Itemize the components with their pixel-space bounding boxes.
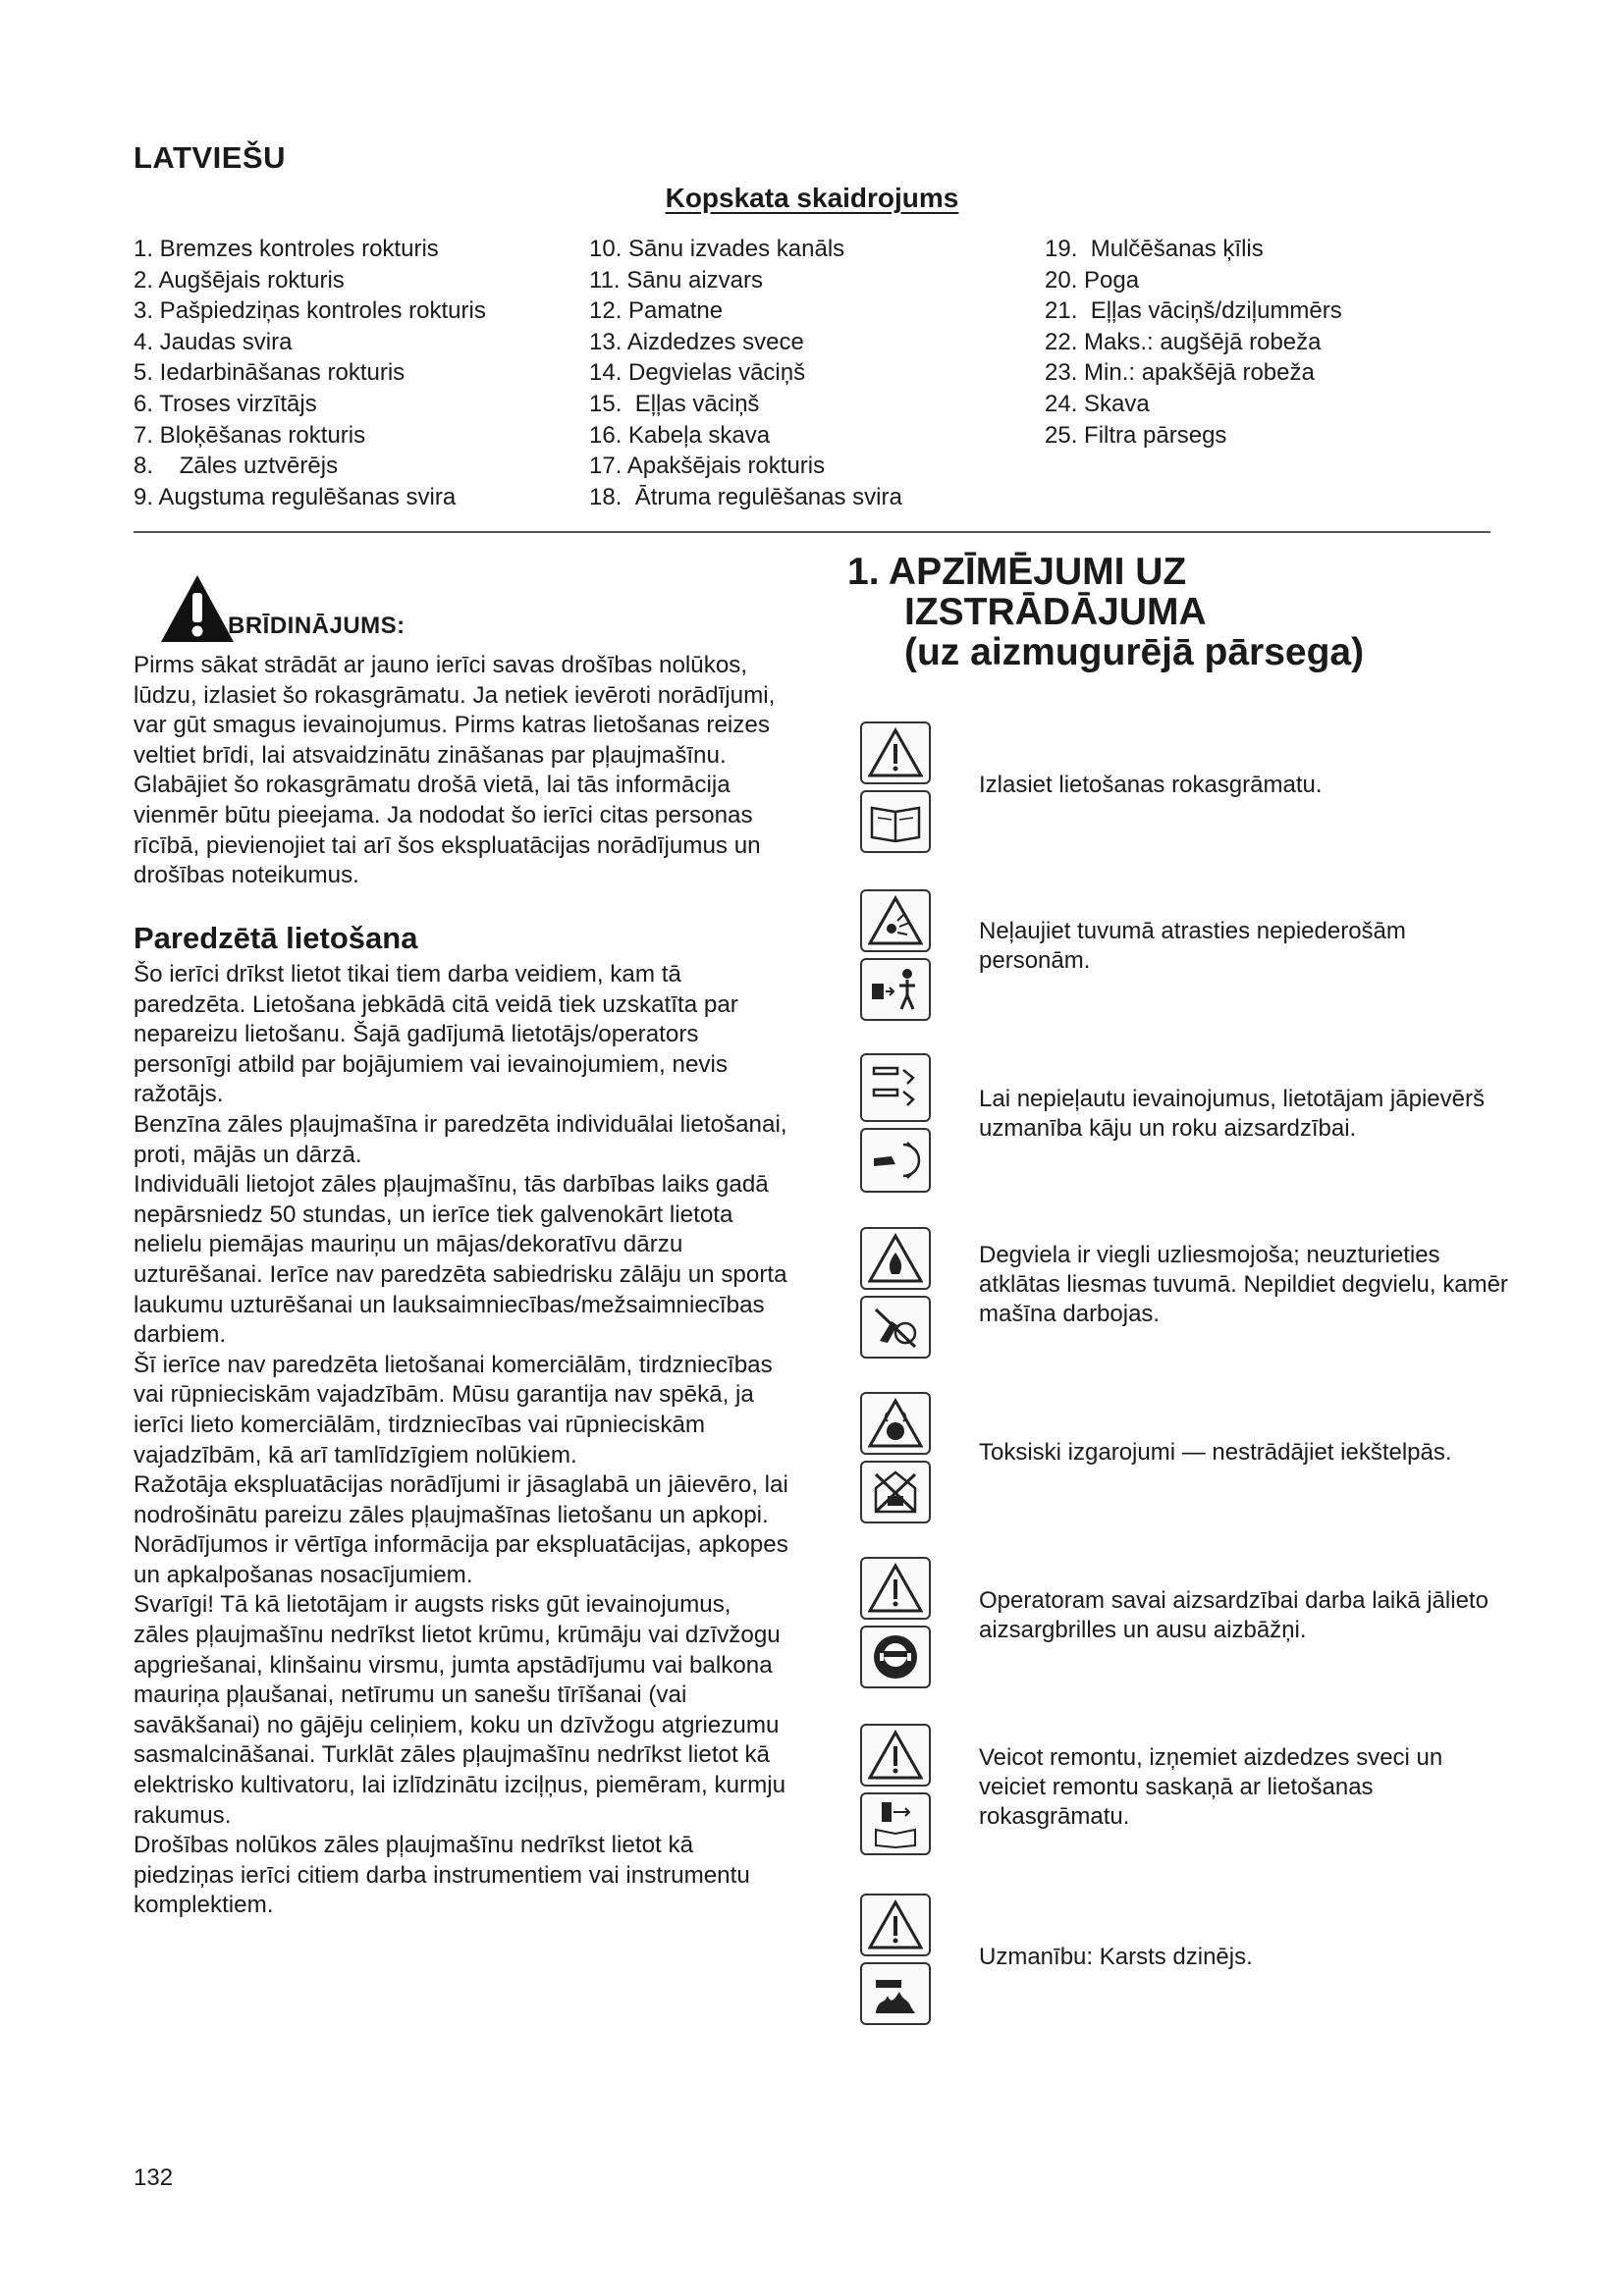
no-indoor-icon: [860, 1461, 931, 1523]
eye-ear-protection-icon: [860, 1626, 931, 1688]
legend-item: 5. Iedarbināšanas rokturis: [134, 359, 406, 387]
usage-paragraph: Šo ierīci drīkst lietot tikai tiem darba veidiem, kam tā paredzēta. Lietošana jebkādā citā veidā tiek uzskatīta par nepareizu lietošanu. Šajā gadījumā lietotājs/operators personīgi atbild par bojājumiem vai ievainojumiem, nevis ražotājs.: [134, 961, 738, 1108]
legend-item: 13. Aizdedzes svece: [589, 328, 804, 355]
usage-paragraph: Individuāli lietojot zāles pļaujmašīnu, tās darbības laiks gadā nepārsniedz 50 stundas, un ierīce tiek galvenokārt lietota nelielu piemājas mauriņu un mājas/dekoratīvu dārzu uzturēšanai. Ierīce nav paredzēta sabiedrisku zālāju un sporta laukumu uzturēšanai un lauksaimniecības/mežsaimniecības darbiem.: [134, 1171, 787, 1349]
symbol-description: Degviela ir viegli uzliesmojoša; neuzturieties atklātas liesmas tuvumā. Nepildiet degvielu, kamēr mašīna darbojas.: [979, 1242, 1508, 1327]
legend-item: 16. Kabeļa skava: [589, 421, 771, 449]
no-refuel-running-icon: [860, 1296, 931, 1359]
section-divider: [134, 531, 1490, 533]
intended-use-heading: Paredzētā lietošana: [134, 921, 418, 955]
legend-item: 14. Degvielas vāciņš: [589, 359, 806, 387]
keep-distance-person-icon: [860, 958, 931, 1021]
symbol-description: Neļaujiet tuvumā atrasties nepiederošām personām.: [979, 918, 1406, 974]
intended-use-text: [134, 960, 791, 1921]
legend-item: 7. Bloķēšanas rokturis: [134, 421, 366, 449]
warning-triangle-icon: [860, 1557, 931, 1620]
foot-blade-icon: [860, 1128, 931, 1193]
legend-column-3: [1045, 234, 1342, 451]
language-heading: LATVIEŠU: [134, 140, 286, 175]
spark-plug-manual-icon: [860, 1792, 931, 1855]
legend-item: 23. Min.: apakšējā robeža: [1045, 359, 1315, 387]
symbol-description: Uzmanību: Karsts dzinējs.: [979, 1944, 1253, 1970]
usage-paragraph: Benzīna zāles pļaujmašīna ir paredzēta individuālai lietošanai, proti, mājās un dārzā.: [134, 1110, 787, 1168]
fire-warning-icon: [860, 1227, 931, 1290]
legend-item: 25. Filtra pārsegs: [1045, 421, 1227, 449]
legend-item: 15. Eļļas vāciņš: [589, 390, 760, 417]
legend-item: 1. Bremzes kontroles rokturis: [134, 236, 439, 262]
legend-item: 3. Pašpiedziņas kontroles rokturis: [134, 297, 486, 325]
manual-book-icon: [860, 790, 931, 853]
symbol-description: Toksiski izgarojumi — nestrādājiet iekštelpās.: [979, 1439, 1452, 1466]
warning-icon: [159, 573, 236, 644]
usage-paragraph: Šī ierīce nav paredzēta lietošanai komerciālām, tirdzniecības vai rūpnieciskām vajadzībām. Mūsu garantija nav spēkā, ja ierīci lieto komerciālām, tirdzniecības vai rūpnieciskām vajadzībām, kā arī tamlīdzīgiem nolūkiem.: [134, 1351, 773, 1468]
legend-item: 8. Zāles uztvērējs: [134, 453, 339, 480]
hand-blade-icon: [860, 1053, 931, 1122]
debris-warning-icon: [860, 889, 931, 952]
usage-paragraph: Svarīgi! Tā kā lietotājam ir augsts risks gūt ievainojumus, zāles pļaujmašīnu nedrīkst lietot krūmu, krūmāju vai dzīvžogu apgriešanai, klinšainu virsmu, jumta apstādījumu vai balkona mauriņa pļaušanai, netīrumu un sanešu tīrīšanai (vai savākšanai) no gājēju celiņiem, koku un dzīvžogu atgriezumu sasmalcināšanai. Turklāt zāles pļaujmašīnu nedrīkst lietot kā elektrisko kultivatoru, lai izlīdzinātu izciļņus, piemēram, kurmju rakumus.: [134, 1591, 786, 1829]
legend-item: 20. Poga: [1045, 266, 1140, 294]
symbol-description: Lai nepieļautu ievainojumus, lietotājam jāpievērš uzmanība kāju un roku aizsardzībai.: [979, 1086, 1485, 1142]
legend-item: 10. Sānu izvades kanāls: [589, 236, 845, 262]
legend-item: 19. Mulčēšanas ķīlis: [1045, 236, 1264, 262]
symbol-description: Veicot remontu, izņemiet aizdedzes sveci un veiciet remontu saskaņā ar lietošanas rokasgrāmatu.: [979, 1744, 1443, 1830]
legend-item: 2. Augšējais rokturis: [134, 266, 345, 294]
legend-column-2: [589, 234, 902, 512]
legend-item: 24. Skava: [1045, 390, 1150, 417]
warning-triangle-icon: [860, 721, 931, 784]
warning-text: Pirms sākat strādāt ar jauno ierīci savas drošības nolūkos, lūdzu, izlasiet šo rokasgrāmatu. Ja netiek ievēroti norādījumi, var gūt smagus ievainojumus. Pirms katras lietošanas reizes veltiet brīdi, lai atsvaidzinātu zināšanas par pļaujmašīnu. Glabājiet šo rokasgrāmatu drošā vietā, lai tās informācija vienmēr būtu pieejama. Ja nododat šo ierīci citas personas rīcībā, pievienojiet tai arī šos ekspluatācijas norādījumus un drošības noteikumus.: [134, 652, 776, 889]
legend-item: 9. Augstuma regulēšanas svira: [134, 483, 457, 510]
legend-item: 12. Pamatne: [589, 297, 724, 325]
warning-header: [134, 573, 782, 652]
usage-paragraph: Drošības nolūkos zāles pļaujmašīnu nedrīkst lietot kā piedziņas ierīci citiem darba instrumentiem vai instrumentu komplektiem.: [134, 1832, 750, 1919]
toxic-fumes-icon: [860, 1392, 931, 1455]
legend-title: Kopskata skaidrojums: [665, 183, 959, 213]
hot-surface-icon: [860, 1962, 931, 2025]
warning-triangle-icon: [860, 1894, 931, 1956]
warning-triangle-icon: [860, 1724, 931, 1787]
legend-item: 11. Sānu aizvars: [589, 266, 763, 294]
legend-item: 4. Jaudas svira: [134, 328, 293, 355]
symbol-description: Izlasiet lietošanas rokasgrāmatu.: [979, 772, 1323, 798]
page-number: 132: [134, 2164, 174, 2191]
legend-item: 18. Ātruma regulēšanas svira: [589, 483, 902, 510]
legend-item: 22. Maks.: augšējā robeža: [1045, 328, 1322, 355]
warning-label: BRĪDINĀJUMS:: [228, 613, 406, 639]
legend-column-1: [134, 234, 486, 512]
symbols-heading: 1. APZĪMĒJUMI UZ IZSTRĀDĀJUMA (uz aizmugurējā pārsega): [847, 551, 1365, 673]
legend-item: 6. Troses virzītājs: [134, 390, 317, 417]
usage-paragraph: Ražotāja ekspluatācijas norādījumi ir jāsaglabā un jāievēro, lai nodrošinātu pareizu zāles pļaujmašīnas lietošanu un apkopi. Norādījumos ir vērtīga informācija par ekspluatācijas, apkopes un apkalpošanas nosacījumiem.: [134, 1471, 788, 1588]
legend-item: 17. Apakšējais rokturis: [589, 453, 826, 480]
legend-item: 21. Eļļas vāciņš/dziļummērs: [1045, 297, 1342, 325]
symbol-description: Operatoram savai aizsardzībai darba laikā jālieto aizsargbrilles un ausu aizbāžņi.: [979, 1587, 1489, 1643]
